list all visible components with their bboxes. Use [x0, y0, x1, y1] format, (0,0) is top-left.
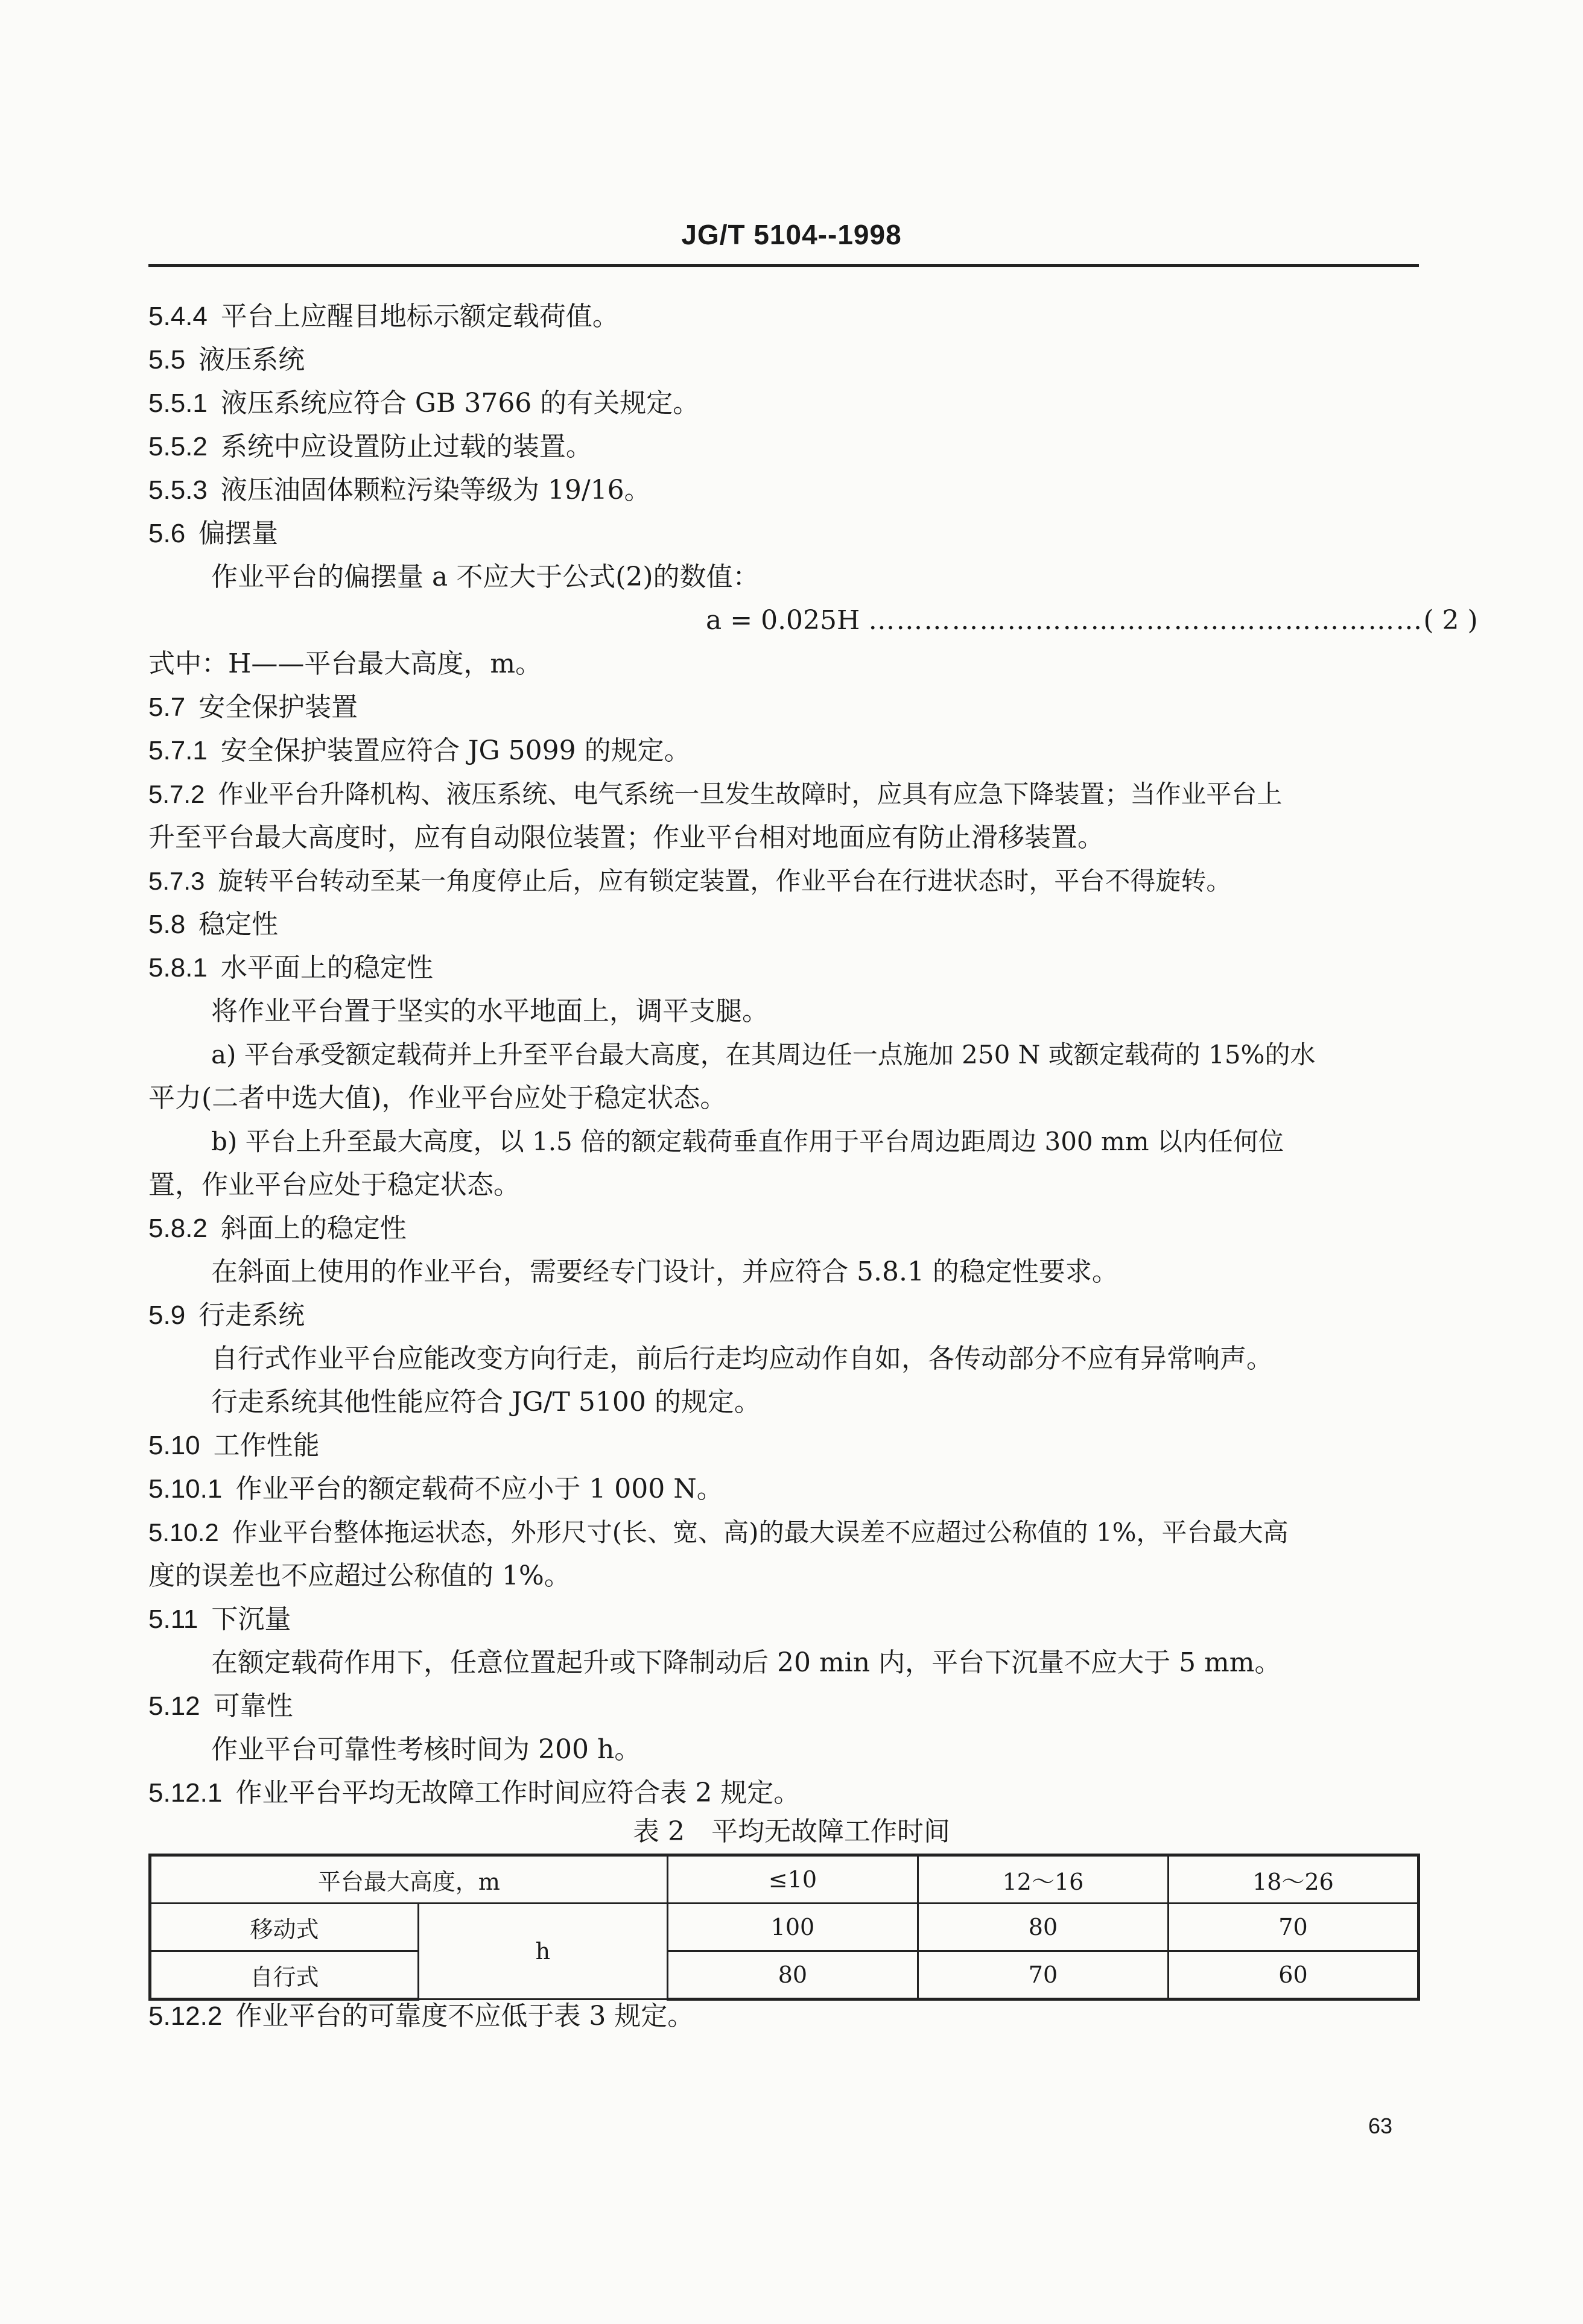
paragraph-line: a) 平台承受额定载荷并上升至平台最大高度，在其周边任一点施加 250 N 或额定载荷的 15%的水 [211, 1040, 1316, 1069]
paragraph-line: 度的误差也不应超过公称值的 1%。 [148, 1560, 571, 1591]
table-cell: 80 [918, 1904, 1168, 1951]
clause-line: 5.7.1 安全保护装置应符合 JG 5099 的规定。 [148, 735, 691, 766]
page-number: 63 [1368, 2113, 1393, 2138]
clause-line: 5.5.2 系统中应设置防止过载的装置。 [148, 431, 592, 462]
paragraph-line: 式中：H——平台最大高度，m。 [148, 648, 542, 679]
table-cell: 80 [667, 1951, 918, 1999]
clause-line: 5.8.1 水平面上的稳定性 [148, 952, 433, 983]
clause-line: 5.12.2 作业平台的可靠度不应低于表 3 规定。 [148, 2001, 694, 2031]
clause-line: 5.12.1 作业平台平均无故障工作时间应符合表 2 规定。 [148, 1778, 801, 1808]
paragraph-line: 作业平台可靠性考核时间为 200 h。 [211, 1734, 641, 1765]
header-rule [148, 264, 1419, 267]
paragraph-line: 作业平台的偏摆量 a 不应大于公式(2)的数值： [211, 562, 760, 592]
paragraph-line: 将作业平台置于坚实的水平地面上，调平支腿。 [211, 996, 769, 1027]
table-header-row [150, 1855, 1419, 1904]
clause-line: 5.7.2 作业平台升降机构、液压系统、电气系统一旦发生故障时，应具有应急下降装置；当作业平台上 [148, 779, 1283, 809]
table-header-cell: 18～26 [1168, 1855, 1418, 1904]
clause-line: 5.10.1 作业平台的额定载荷不应小于 1 000 N。 [148, 1474, 723, 1504]
paragraph-line: 自行式作业平台应能改变方向行走，前后行走均应动作自如，各传动部分不应有异常响声。 [211, 1343, 1273, 1374]
clause-line: 5.11 下沉量 [148, 1604, 291, 1635]
table-row-label: 自行式 [150, 1951, 419, 1999]
paragraph-line: 行走系统其他性能应符合 JG/T 5100 的规定。 [211, 1387, 761, 1417]
paragraph-line: 在额定载荷作用下，任意位置起升或下降制动后 20 min 内，平台下沉量不应大于 5 mm。 [211, 1647, 1281, 1678]
mtbf-table [148, 1854, 1420, 2001]
paragraph-line: 升至平台最大高度时，应有自动限位装置；作业平台相对地面应有防止滑移装置。 [148, 822, 1104, 853]
clause-line: 5.12 可靠性 [148, 1691, 293, 1721]
formula-2: a = 0.025H ……………………………………………………( 2 ) [706, 605, 1478, 636]
table-row [150, 1951, 1419, 1999]
clause-line: 5.6 偏摆量 [148, 518, 279, 549]
table-cell: 70 [918, 1951, 1168, 1999]
clause-line: 5.5.1 液压系统应符合 GB 3766 的有关规定。 [148, 388, 700, 419]
clause-line: 5.7 安全保护装置 [148, 692, 358, 723]
clause-line: 5.4.4 平台上应醒目地标示额定载荷值。 [148, 301, 619, 332]
table-row-label: 移动式 [150, 1904, 419, 1951]
table-header-cell: 平台最大高度，m [150, 1855, 668, 1904]
clause-line: 5.10.2 作业平台整体拖运状态，外形尺寸(长、宽、高)的最大误差不应超过公称值的 1%，平台最大高 [148, 1518, 1289, 1547]
clause-line: 5.10 工作性能 [148, 1430, 320, 1461]
clause-line: 5.9 行走系统 [148, 1300, 305, 1331]
table-header-cell: ≤10 [667, 1855, 918, 1904]
clause-line: 5.5.3 液压油固体颗粒污染等级为 19/16。 [148, 475, 651, 505]
table-cell: 60 [1168, 1951, 1418, 1999]
table-cell: 70 [1168, 1904, 1418, 1951]
table-row [150, 1904, 1419, 1951]
clause-line: 5.5 液压系统 [148, 344, 305, 375]
paragraph-line: 平力(二者中选大值)，作业平台应处于稳定状态。 [148, 1083, 727, 1113]
standard-code-header: JG/T 5104--1998 [681, 219, 902, 250]
table-caption: 表 2 平均无故障工作时间 [633, 1816, 950, 1847]
table-cell: 100 [667, 1904, 918, 1951]
paragraph-line: b) 平台上升至最大高度，以 1.5 倍的额定载荷垂直作用于平台周边距周边 300 mm 以内任何位 [211, 1127, 1284, 1156]
clause-line: 5.8.2 斜面上的稳定性 [148, 1213, 407, 1244]
paragraph-line: 在斜面上使用的作业平台，需要经专门设计，并应符合 5.8.1 的稳定性要求。 [211, 1256, 1118, 1287]
clause-line: 5.7.3 旋转平台转动至某一角度停止后，应有锁定装置，作业平台在行进状态时，平台不得旋转。 [148, 866, 1232, 896]
paragraph-line: 置，作业平台应处于稳定状态。 [148, 1170, 520, 1200]
clause-line: 5.8 稳定性 [148, 909, 279, 940]
table-header-cell: 12～16 [918, 1855, 1168, 1904]
table-unit-cell: h [418, 1904, 667, 1999]
